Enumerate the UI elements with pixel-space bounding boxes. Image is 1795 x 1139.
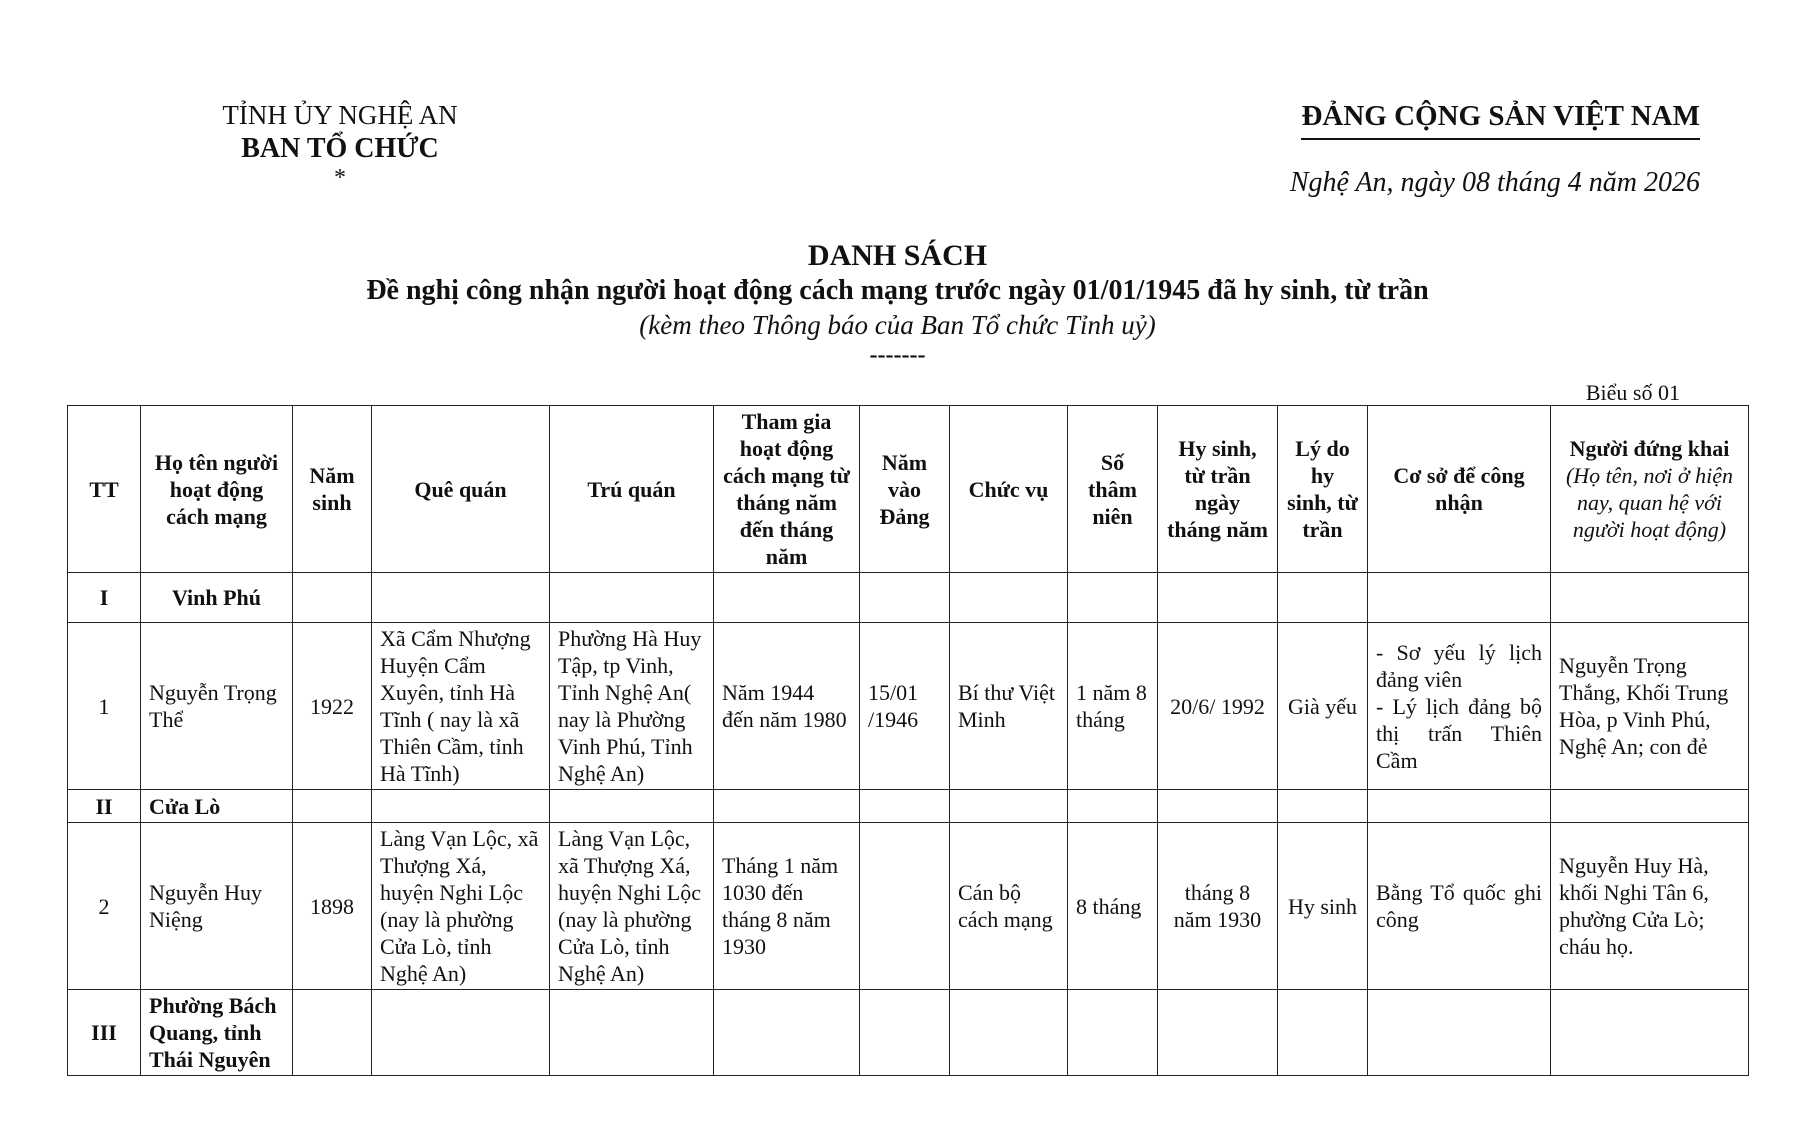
col-header-death-reason: Lý do hy sinh, từ trần	[1278, 406, 1368, 573]
national-header	[1250, 98, 1700, 200]
issuer-asterisk: *	[334, 165, 346, 191]
section-name: Phường Bách Quang, tỉnh Thái Nguyên	[141, 990, 293, 1076]
section-number: III	[68, 990, 141, 1076]
cell-name: Nguyễn Trọng Thể	[141, 623, 293, 790]
col-header-activity-period: Tham gia hoạt động cách mạng từ tháng năm đến tháng năm	[714, 406, 860, 573]
cell-tt: 2	[68, 823, 141, 990]
table-row	[68, 623, 1749, 790]
cell-seniority: 8 tháng	[1068, 823, 1158, 990]
cell-death-reason: Hy sinh	[1278, 823, 1368, 990]
cell-position: Cán bộ cách mạng	[950, 823, 1068, 990]
col-header-residence: Trú quán	[550, 406, 714, 573]
cell-name: Nguyễn Huy Niệng	[141, 823, 293, 990]
col-header-tt: TT	[68, 406, 141, 573]
col-header-name: Họ tên người hoạt động cách mạng	[141, 406, 293, 573]
section-row	[68, 990, 1749, 1076]
cell-tt: 1	[68, 623, 141, 790]
section-number: II	[68, 790, 141, 823]
declarant-header-note: (Họ tên, nơi ở hiện nay, quan hệ với người hoạt động)	[1565, 463, 1734, 542]
cell-residence: Làng Vạn Lộc, xã Thượng Xá, huyện Nghi Lộc (nay là phường Cửa Lò, tỉnh Nghệ An)	[550, 823, 714, 990]
issuer-province: TỈNH ỦY NGHỆ AN	[222, 100, 458, 130]
document-title-block	[0, 238, 1795, 368]
document-note: (kèm theo Thông báo của Ban Tổ chức Tỉnh uỷ)	[639, 310, 1156, 340]
table-header-row	[68, 406, 1749, 573]
col-header-position: Chức vụ	[950, 406, 1068, 573]
basis-line: - Sơ yếu lý lịch đảng viên	[1376, 639, 1542, 692]
basis-line: - Lý lịch đảng bộ thị trấn Thiên Cầm	[1376, 693, 1542, 773]
section-name: Cửa Lò	[141, 790, 293, 823]
col-header-hometown: Quê quán	[372, 406, 550, 573]
section-name: Vinh Phú	[141, 573, 293, 623]
cell-position: Bí thư Việt Minh	[950, 623, 1068, 790]
cell-party-join: 15/01 /1946	[860, 623, 950, 790]
place-date: Nghệ An, ngày 08 tháng 4 năm 2026	[1289, 167, 1700, 198]
col-header-seniority: Số thâm niên	[1068, 406, 1158, 573]
cell-hometown: Làng Vạn Lộc, xã Thượng Xá, huyện Nghi Lộc (nay là phường Cửa Lò, tỉnh Nghệ An)	[372, 823, 550, 990]
declarant-header-title: Người đứng khai	[1569, 436, 1730, 461]
cell-party-join	[860, 823, 950, 990]
col-header-birth-year: Năm sinh	[293, 406, 372, 573]
cell-death-reason: Già yếu	[1278, 623, 1368, 790]
cell-residence: Phường Hà Huy Tập, tp Vinh, Tỉnh Nghệ An( nay là Phường Vinh Phú, Tỉnh Nghệ An)	[550, 623, 714, 790]
document-subtitle: Đề nghị công nhận người hoạt động cách mạng trước ngày 01/01/1945 đã hy sinh, từ trần	[366, 275, 1429, 306]
cell-birth-year: 1922	[293, 623, 372, 790]
cell-birth-year: 1898	[293, 823, 372, 990]
table-row	[68, 823, 1749, 990]
col-header-party-join: Năm vào Đảng	[860, 406, 950, 573]
issuer-department: BAN TỔ CHỨC	[241, 133, 439, 164]
col-header-declarant	[1551, 406, 1749, 573]
cell-seniority: 1 năm 8 tháng	[1068, 623, 1158, 790]
cell-basis	[1368, 623, 1551, 790]
cell-activity-period: Năm 1944 đến năm 1980	[714, 623, 860, 790]
form-number: Biểu số 01	[1585, 380, 1680, 405]
basis-line: Bằng Tổ quốc ghi công	[1376, 880, 1542, 932]
nominee-table	[67, 405, 1749, 1076]
col-header-death-date: Hy sinh, từ trần ngày tháng năm	[1158, 406, 1278, 573]
cell-declarant: Nguyễn Huy Hà, khối Nghi Tân 6, phường Cửa Lò; cháu họ.	[1551, 823, 1749, 990]
issuer-block	[180, 98, 500, 190]
section-row	[68, 790, 1749, 823]
cell-death-date: 20/6/ 1992	[1158, 623, 1278, 790]
party-name: ĐẢNG CỘNG SẢN VIỆT NAM	[1301, 98, 1700, 140]
cell-activity-period: Tháng 1 năm 1030 đến tháng 8 năm 1930	[714, 823, 860, 990]
title-divider: -------	[869, 342, 926, 368]
col-header-basis: Cơ sở để công nhận	[1368, 406, 1551, 573]
document-title: DANH SÁCH	[807, 239, 988, 272]
cell-basis	[1368, 823, 1551, 990]
section-row	[68, 573, 1749, 623]
cell-declarant: Nguyễn Trọng Thắng, Khối Trung Hòa, p Vinh Phú, Nghệ An; con đẻ	[1551, 623, 1749, 790]
section-number: I	[68, 573, 141, 623]
cell-death-date: tháng 8 năm 1930	[1158, 823, 1278, 990]
cell-hometown: Xã Cẩm Nhượng Huyện Cẩm Xuyên, tỉnh Hà Tĩnh ( nay là xã Thiên Cầm, tỉnh Hà Tĩnh)	[372, 623, 550, 790]
